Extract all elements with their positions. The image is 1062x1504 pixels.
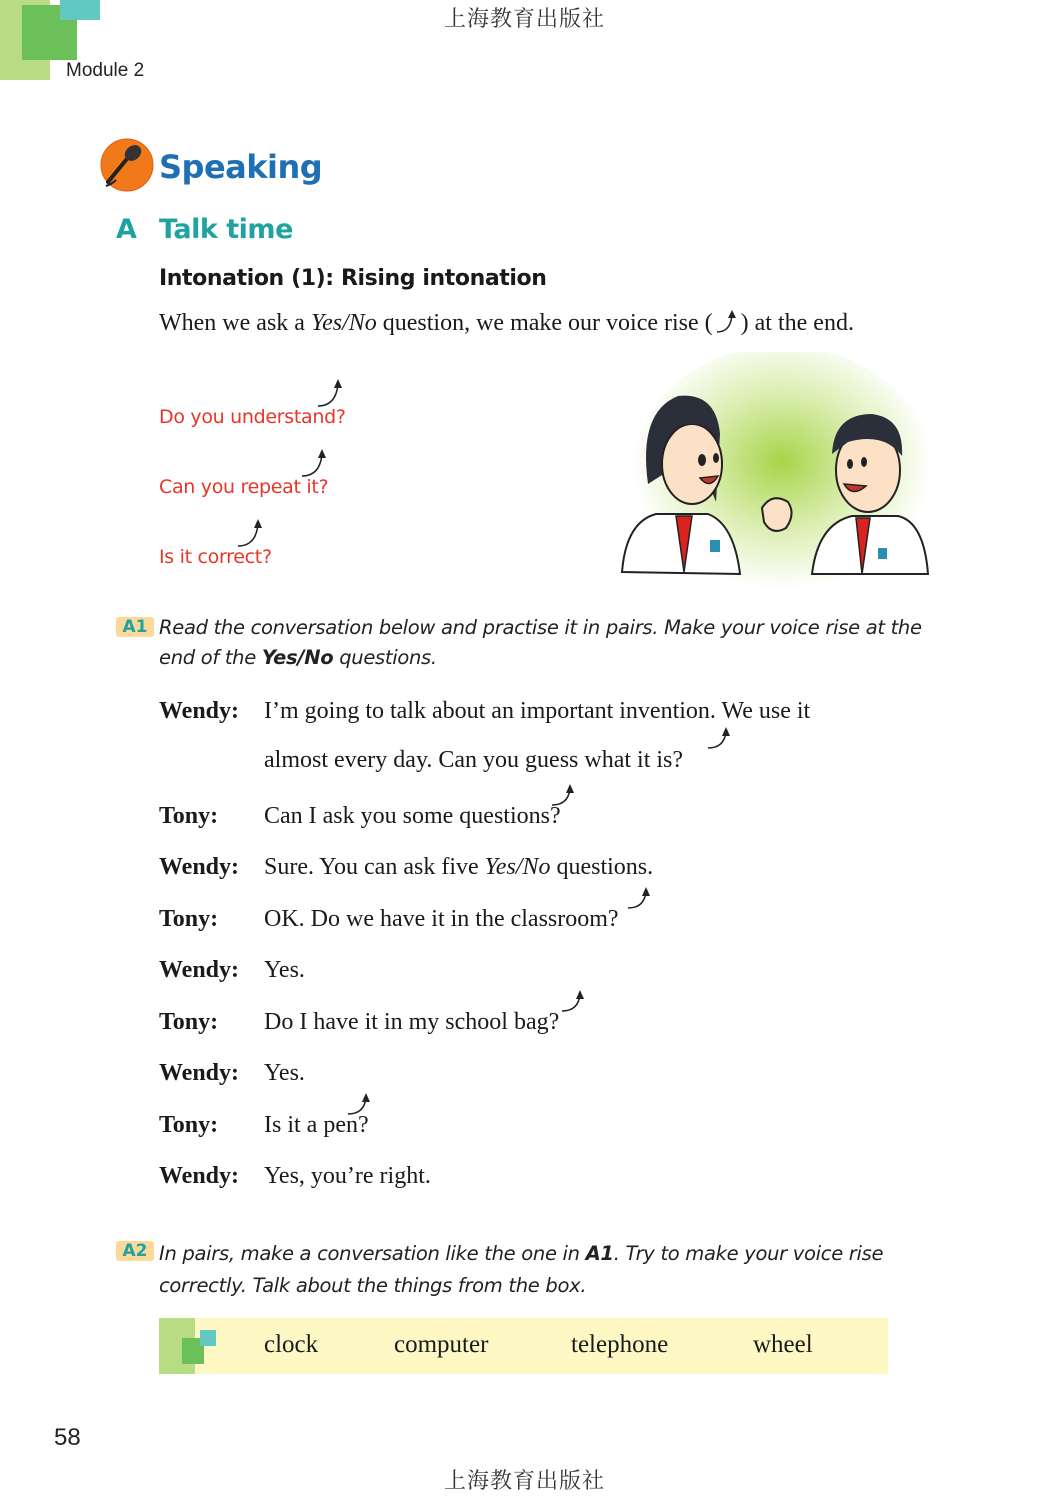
publisher-footer: 上海教育出版社 [444,1469,606,1494]
word-box-item: computer [394,1331,489,1358]
speaker-name: Wendy: [159,698,240,724]
microphone-icon [100,138,154,192]
speaker-name: Tony: [159,803,219,829]
rising-arrow-icon [550,783,578,809]
speaker-name: Tony: [159,1009,219,1035]
rising-arrow-icon [236,516,266,550]
rising-arrow-icon [706,726,734,752]
rising-arrow-icon [300,446,330,480]
dialogue-line: Do I have it in my school bag? [264,1009,560,1035]
rising-arrow-icon [316,376,346,410]
rising-arrow-icon [713,306,741,336]
example-question: Do you understand? [159,406,346,428]
dialogue-line: Yes, you’re right. [264,1163,431,1189]
speaker-name: Wendy: [159,1060,240,1086]
intro-paragraph: When we ask a Yes/No question, we make our voice rise ( ) at the end. [159,306,929,339]
speaker-name: Wendy: [159,854,240,880]
word-box-item: clock [264,1331,319,1358]
rising-arrow-icon [626,886,654,912]
speaker-name: Wendy: [159,1163,240,1189]
speaker-name: Wendy: [159,957,240,983]
example-question: Can you repeat it? [159,476,329,498]
section-title: Talk time [159,214,293,245]
activity-badge: A1 [116,617,154,637]
module-label: Module 2 [66,60,145,81]
dialogue-line: I’m going to talk about an important invention. We use it [264,698,811,724]
activity-instruction: In pairs, make a conversation like the one in A1. Try to make your voice rise correctly. Talk about the things from the box. [159,1242,884,1297]
dialogue-line: Is it a pen? [264,1112,369,1138]
dialogue-line: Sure. You can ask five Yes/No questions. [264,854,654,880]
activity-instruction: Read the conversation below and practise it in pairs. Make your voice rise at the end of the Yes/No questions. [159,616,922,669]
dialogue-line: Yes. [264,1060,305,1086]
word-box-item: wheel [753,1331,813,1358]
dialogue-line: OK. Do we have it in the classroom? [264,906,619,932]
word-box-item: telephone [571,1331,669,1358]
page-number: 58 [54,1424,81,1451]
section-letter: A [116,214,137,245]
rising-arrow-icon [346,1092,374,1118]
speaker-name: Tony: [159,906,219,932]
dialogue-line: Can I ask you some questions? [264,803,561,829]
subtitle: Intonation (1): Rising intonation [159,266,547,291]
box-decoration-aqua [200,1330,216,1346]
dialogue-line: Yes. [264,957,305,983]
example-question: Is it correct? [159,546,272,568]
publisher-header: 上海教育出版社 [444,7,606,32]
rising-arrow-icon [560,989,588,1015]
students-talking-illustration [612,352,942,614]
corner-decoration-aqua [60,0,100,20]
speaker-name: Tony: [159,1112,219,1138]
activity-badge: A2 [116,1241,154,1261]
dialogue-line: almost every day. Can you guess what it is? [264,747,684,773]
section-heading: Speaking [159,148,323,186]
